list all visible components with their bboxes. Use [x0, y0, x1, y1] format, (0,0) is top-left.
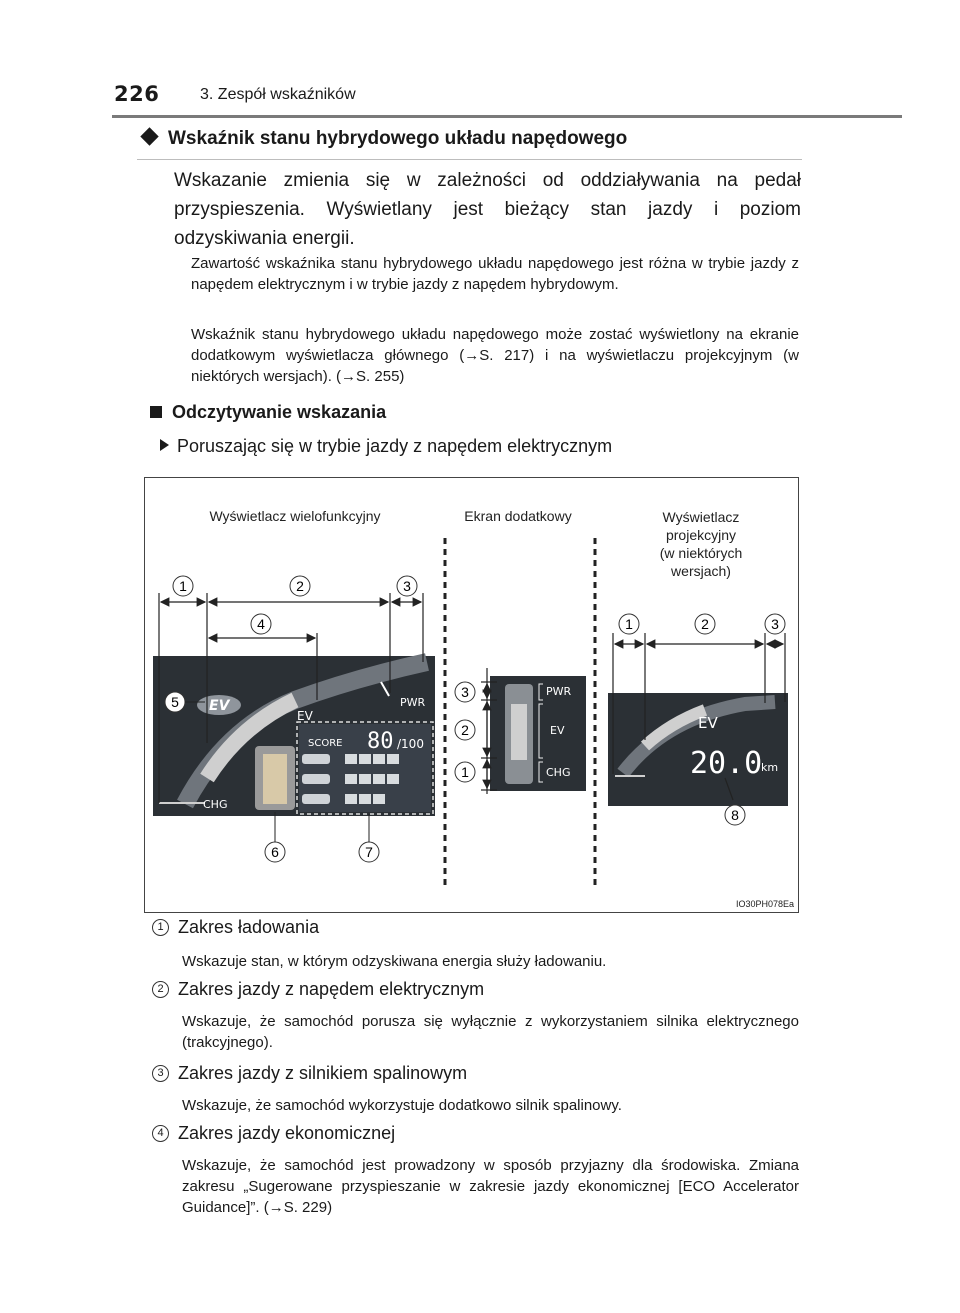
svg-text:3: 3 [403, 578, 411, 594]
svg-text:5: 5 [171, 694, 179, 710]
page-number: 226 [114, 82, 160, 106]
svg-text:7: 7 [365, 844, 373, 860]
svg-text:1: 1 [461, 764, 469, 780]
chg-text: CHG [203, 798, 228, 811]
item-description: Wskazuje, że samochód jest prowadzony w sposób przyjazny dla środowiska. Zmiana zakresu „Sugerowane przyspieszanie w zakresie jazdy ekonomicznej [ECO Accelerator Guidance]”. (→S. 229) [182, 1157, 799, 1216]
svg-text:1: 1 [625, 616, 633, 632]
note-paragraph: Wskaźnik stanu hybrydowego układu napędowego może zostać wyświetlony na ekranie dodatkowym wyświetlacza głównego (→S. 217) i na wyświetlaczu projekcyjnym (w niektórych wersjach). (→S. 255) [191, 326, 799, 385]
score-label: SCORE [308, 738, 343, 749]
hud-ev-text: EV [698, 714, 718, 732]
ev-text: EV [297, 709, 313, 723]
svg-text:3: 3 [771, 616, 779, 632]
extra-ev-text: EV [550, 724, 565, 737]
svg-text:2: 2 [296, 578, 304, 594]
svg-text:1: 1 [179, 578, 187, 594]
svg-text:3: 3 [461, 684, 469, 700]
section-title-text: Wskaźnik stanu hybrydowego układu napędowego [168, 128, 628, 149]
extra-chg-text: CHG [546, 766, 571, 779]
note-paragraph: Zawartość wskaźnika stanu hybrydowego układu napędowego jest różna w trybie jazdy z napędem elektrycznym i w trybie jazdy z napędem hybrydowym. [191, 255, 799, 293]
triangle-bullet-icon [160, 439, 169, 451]
bullet-text: Poruszając się w trybie jazdy z napędem elektrycznym [177, 436, 613, 456]
diamond-bullet-icon [140, 127, 158, 145]
chapter-title: 3. Zespół wskaźników [200, 86, 356, 103]
hud-distance-value: 20.0 [690, 746, 763, 781]
label-multi-display: Wyświetlacz wielofunkcyjny [209, 508, 381, 524]
item-title: 1 Zakres ładowania [152, 917, 319, 939]
svg-text:8: 8 [731, 807, 739, 823]
hud-unit: km [761, 761, 779, 774]
label-hud: Wyświetlacz projekcyjny (w niektórych wersjach) [659, 509, 743, 579]
figure-drawing [145, 478, 800, 914]
item-number-icon: 4 [152, 1125, 169, 1142]
figure-code: IO30PH078Ea [735, 899, 794, 909]
pwr-text: PWR [400, 696, 426, 709]
score-value: 80 [367, 729, 394, 754]
item-number-icon: 2 [152, 981, 169, 998]
item-number-icon: 1 [152, 919, 169, 936]
item-number-icon: 3 [152, 1065, 169, 1082]
section-title [137, 128, 802, 160]
item-description: Wskazuje stan, w którym odzyskiwana energia służy ładowaniu. [182, 953, 607, 970]
page-header [112, 74, 902, 118]
hybrid-indicator-figure [144, 477, 799, 913]
label-extra-screen: Ekran dodatkowy [464, 508, 572, 524]
bullet-line [160, 436, 612, 457]
svg-text:6: 6 [271, 844, 279, 860]
item-title: 2 Zakres jazdy z napędem elektrycznym [152, 979, 484, 1001]
svg-text:2: 2 [461, 722, 469, 738]
subsection-title [150, 402, 386, 423]
score-car-icon [302, 774, 330, 784]
item-description: Wskazuje, że samochód wykorzystuje dodatkowo silnik spalinowy. [182, 1097, 622, 1114]
score-max: /100 [397, 737, 424, 751]
item-title: 3 Zakres jazdy z silnikiem spalinowym [152, 1063, 467, 1085]
subsection-title-text: Odczytywanie wskazania [172, 402, 387, 422]
intro-paragraph: Wskazanie zmienia się w zależności od oddziaływania na pedał przyspieszenia. Wyświetlany jest bieżący stan jazdy i poziom odzyskiwania energii. [174, 170, 801, 249]
score-car-icon [302, 754, 330, 764]
item-description: Wskazuje, że samochód porusza się wyłącznie z wykorzystaniem silnika elektrycznego (trakcyjnego). [182, 1013, 799, 1051]
square-bullet-icon [150, 406, 162, 418]
item-title: 4 Zakres jazdy ekonomicznej [152, 1123, 395, 1145]
score-car-icon [302, 794, 330, 804]
screen-background [490, 676, 586, 791]
ev-badge-text: EV [209, 698, 230, 714]
extra-pwr-text: PWR [546, 685, 572, 698]
svg-text:2: 2 [701, 616, 709, 632]
svg-text:4: 4 [257, 616, 265, 632]
